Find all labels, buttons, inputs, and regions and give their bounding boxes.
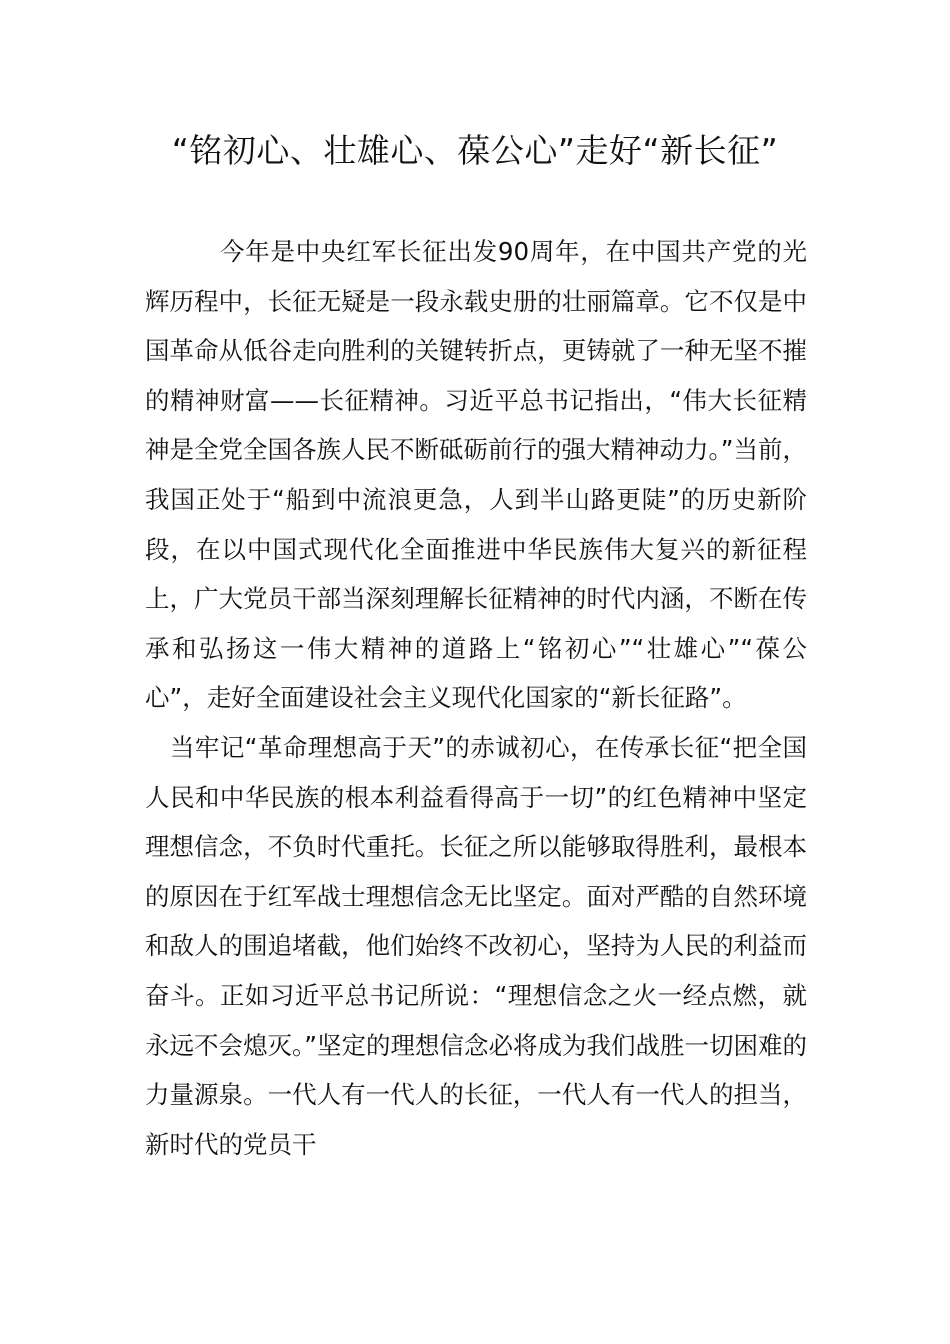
document-title: “铭初心、壮雄心、葆公心”走好“新长征” bbox=[171, 131, 779, 170]
paragraph-intro: 今年是中央红军长征出发90周年，在中国共产党的光辉历程中，长征无疑是一段永载史册的壮丽篇章。它不仅是中国革命从低谷走向胜利的关键转折点，更铸就了一种无坚不摧的精神财富——长征精神。习近平总书记指出，“伟大长征精神是全党全国各族人民不断砥砺前行的强大精神动力。”当前，我国正处于“船到中流浪更急，人到半山路更陡”的历史新阶段，在以中国式现代化全面推进中华民族伟大复兴的新征程上，广大党员干部当深刻理解长征精神的时代内涵，不断在传承和弘扬这一伟大精神的道路上“铭初心”“壮雄心”“葆公心”，走好全面建设社会主义现代化国家的“新长征路”。 bbox=[145, 237, 807, 713]
paragraph-initial-mission: 当牢记“革命理想高于天”的赤诚初心，在传承长征“把全国人民和中华民族的根本利益看得高于一切”的红色精神中坚定理想信念，不负时代重托。长征之所以能够取得胜利，最根本的原因在于红军战士理想信念无比坚定。面对严酷的自然环境和敌人的围追堵截，他们始终不改初心，坚持为人民的利益而奋斗。正如习近平总书记所说：“理想信念之火一经点燃，就永远不会熄灭。”坚定的理想信念必将成为我们战胜一切困难的力量源泉。一代人有一代人的长征，一代人有一代人的担当，新时代的党员干 bbox=[145, 732, 807, 1159]
document-body bbox=[145, 227, 807, 1169]
